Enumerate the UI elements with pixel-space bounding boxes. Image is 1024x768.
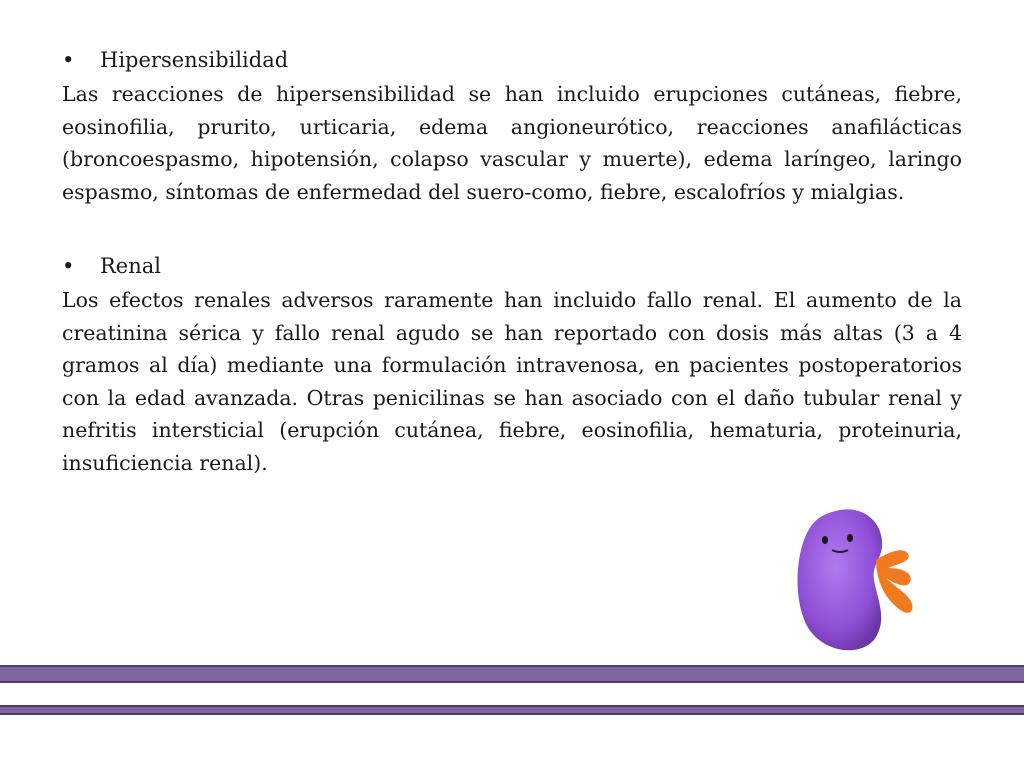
- bullet-icon: •: [62, 254, 75, 278]
- bullet-icon: •: [62, 48, 75, 72]
- bullet-heading-renal: [62, 250, 962, 282]
- section-paragraph: Las reacciones de hipersensibilidad se han incluido erupciones cutáneas, fiebre, eosinofilia, prurito, urticaria, edema angioneurótico, reacciones anafilácticas (broncoespasmo, hipotensión, colapso vascular y muerte), edema laríngeo, laringo espasmo, síntomas de enfermedad del suero-como, fiebre, escalofríos y mialgias.: [62, 82, 962, 204]
- slide-content: [62, 44, 962, 479]
- bullet-heading-hipersensibilidad: [62, 44, 962, 76]
- decorative-band-lower: [0, 705, 1024, 715]
- section-paragraph: Los efectos renales adversos raramente han incluido fallo renal. El aumento de la creatinina sérica y fallo renal agudo se han reportado con dosis más altas (3 a 4 gramos al día) mediante una formulación intravenosa, en pacientes postoperatorios con la edad avanzada. Otras penicilinas se han asociado con el daño tubular renal y nefritis intersticial (erupción cutánea, fiebre, eosinofilia, hematuria, proteinuria, insuficiencia renal).: [62, 288, 962, 475]
- kidney-plush-icon: [792, 502, 932, 652]
- section-heading: Hipersensibilidad: [100, 48, 289, 72]
- decorative-band-upper: [0, 665, 1024, 683]
- section-heading: Renal: [100, 254, 162, 278]
